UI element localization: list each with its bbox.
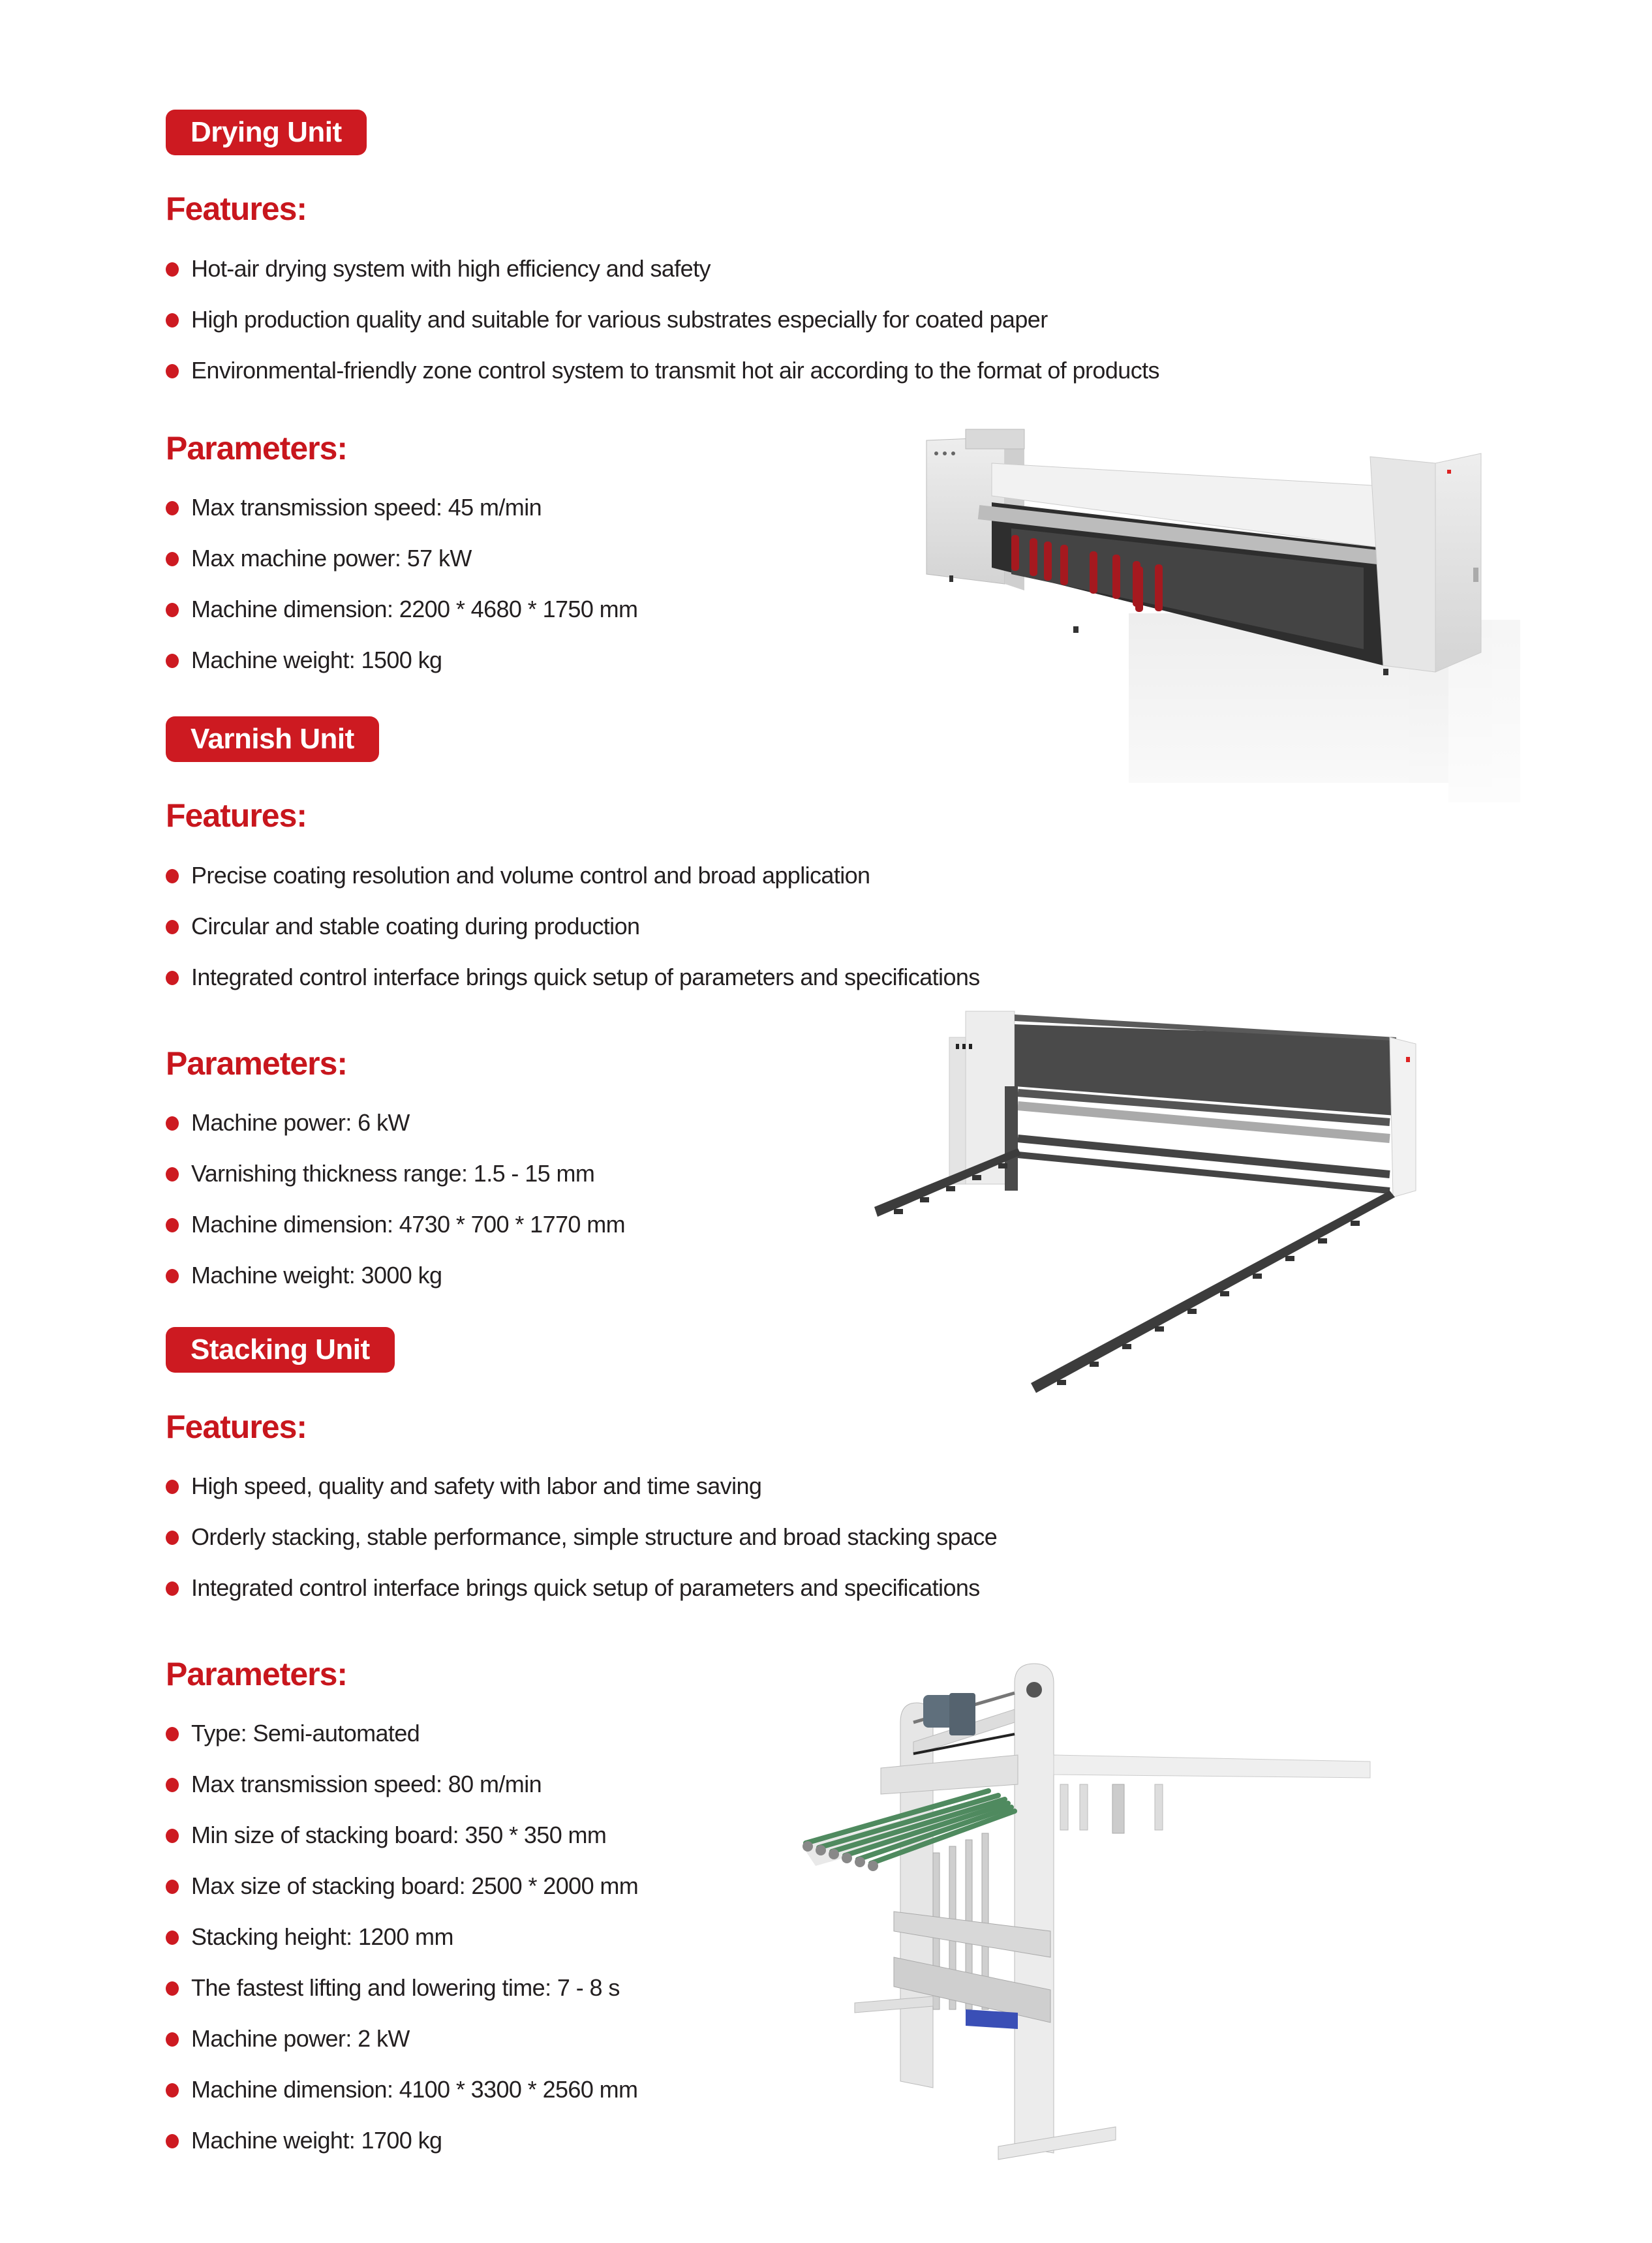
bullet-icon xyxy=(166,1880,179,1894)
list-item: Precise coating resolution and volume control and broad application xyxy=(166,850,980,901)
stacking-parameters-list xyxy=(166,1708,638,2166)
list-item: Machine dimension: 4100 * 3300 * 2560 mm xyxy=(166,2064,638,2115)
varnish-unit-machine-illustration xyxy=(868,1001,1520,1419)
bullet-icon xyxy=(166,552,179,566)
drying-parameters-heading: Parameters: xyxy=(166,430,348,466)
bullet-icon xyxy=(166,1269,179,1283)
stacking-unit-machine-illustration xyxy=(803,1657,1592,2173)
list-item: The fastest lifting and lowering time: 7 - 8 s xyxy=(166,1962,638,2013)
bullet-icon xyxy=(166,1727,179,1741)
list-item: Machine power: 2 kW xyxy=(166,2013,638,2064)
varnish-unit-badge: Varnish Unit xyxy=(166,716,379,762)
list-item: Machine weight: 1500 kg xyxy=(166,635,637,686)
list-item: Machine dimension: 2200 * 4680 * 1750 mm xyxy=(166,584,637,635)
bullet-icon xyxy=(166,971,179,985)
bullet-icon xyxy=(166,2083,179,2098)
bullet-icon xyxy=(166,1778,179,1792)
varnish-features-list xyxy=(166,850,980,1003)
bullet-icon xyxy=(166,1829,179,1843)
list-item: Max transmission speed: 45 m/min xyxy=(166,482,637,533)
varnish-parameters-list xyxy=(166,1097,625,1301)
list-item: Min size of stacking board: 350 * 350 mm xyxy=(166,1810,638,1861)
drying-unit-badge: Drying Unit xyxy=(166,110,367,155)
list-item: Machine power: 6 kW xyxy=(166,1097,625,1148)
drying-parameters-list xyxy=(166,482,637,686)
bullet-icon xyxy=(166,313,179,328)
list-item: Machine weight: 3000 kg xyxy=(166,1250,625,1301)
stacking-parameters-heading: Parameters: xyxy=(166,1656,348,1692)
list-item: Integrated control interface brings quick setup of parameters and specifications xyxy=(166,1563,997,1613)
bullet-icon xyxy=(166,1116,179,1131)
bullet-icon xyxy=(166,1531,179,1545)
stacking-features-heading: Features: xyxy=(166,1409,307,1445)
drying-features-list xyxy=(166,243,1159,396)
list-item: Stacking height: 1200 mm xyxy=(166,1912,638,1962)
stacking-features-list xyxy=(166,1461,997,1613)
list-item: Max machine power: 57 kW xyxy=(166,533,637,584)
bullet-icon xyxy=(166,262,179,277)
list-item: Machine weight: 1700 kg xyxy=(166,2115,638,2166)
list-item: Circular and stable coating during production xyxy=(166,901,980,952)
list-item: Hot-air drying system with high efficiency and safety xyxy=(166,243,1159,294)
bullet-icon xyxy=(166,920,179,934)
bullet-icon xyxy=(166,1930,179,1945)
bullet-icon xyxy=(166,1218,179,1232)
list-item: Orderly stacking, stable performance, simple structure and broad stacking space xyxy=(166,1512,997,1563)
bullet-icon xyxy=(166,364,179,378)
list-item: Max transmission speed: 80 m/min xyxy=(166,1759,638,1810)
bullet-icon xyxy=(166,2032,179,2047)
list-item: Type: Semi-automated xyxy=(166,1708,638,1759)
stacking-unit-badge: Stacking Unit xyxy=(166,1327,395,1373)
list-item: High production quality and suitable for various substrates especially for coated paper xyxy=(166,294,1159,345)
varnish-parameters-heading: Parameters: xyxy=(166,1045,348,1082)
varnish-features-heading: Features: xyxy=(166,797,307,834)
list-item: Max size of stacking board: 2500 * 2000 mm xyxy=(166,1861,638,1912)
bullet-icon xyxy=(166,1981,179,1996)
bullet-icon xyxy=(166,1480,179,1494)
bullet-icon xyxy=(166,869,179,883)
bullet-icon xyxy=(166,603,179,617)
list-item: High speed, quality and safety with labor and time saving xyxy=(166,1461,997,1512)
bullet-icon xyxy=(166,1581,179,1596)
bullet-icon xyxy=(166,2134,179,2148)
drying-features-heading: Features: xyxy=(166,191,307,227)
list-item: Machine dimension: 4730 * 700 * 1770 mm xyxy=(166,1199,625,1250)
list-item: Varnishing thickness range: 1.5 - 15 mm xyxy=(166,1148,625,1199)
drying-unit-machine-illustration xyxy=(913,418,1540,874)
bullet-icon xyxy=(166,654,179,668)
list-item: Environmental-friendly zone control system to transmit hot air according to the format of products xyxy=(166,345,1159,396)
bullet-icon xyxy=(166,1167,179,1182)
list-item: Integrated control interface brings quick setup of parameters and specifications xyxy=(166,952,980,1003)
bullet-icon xyxy=(166,501,179,515)
